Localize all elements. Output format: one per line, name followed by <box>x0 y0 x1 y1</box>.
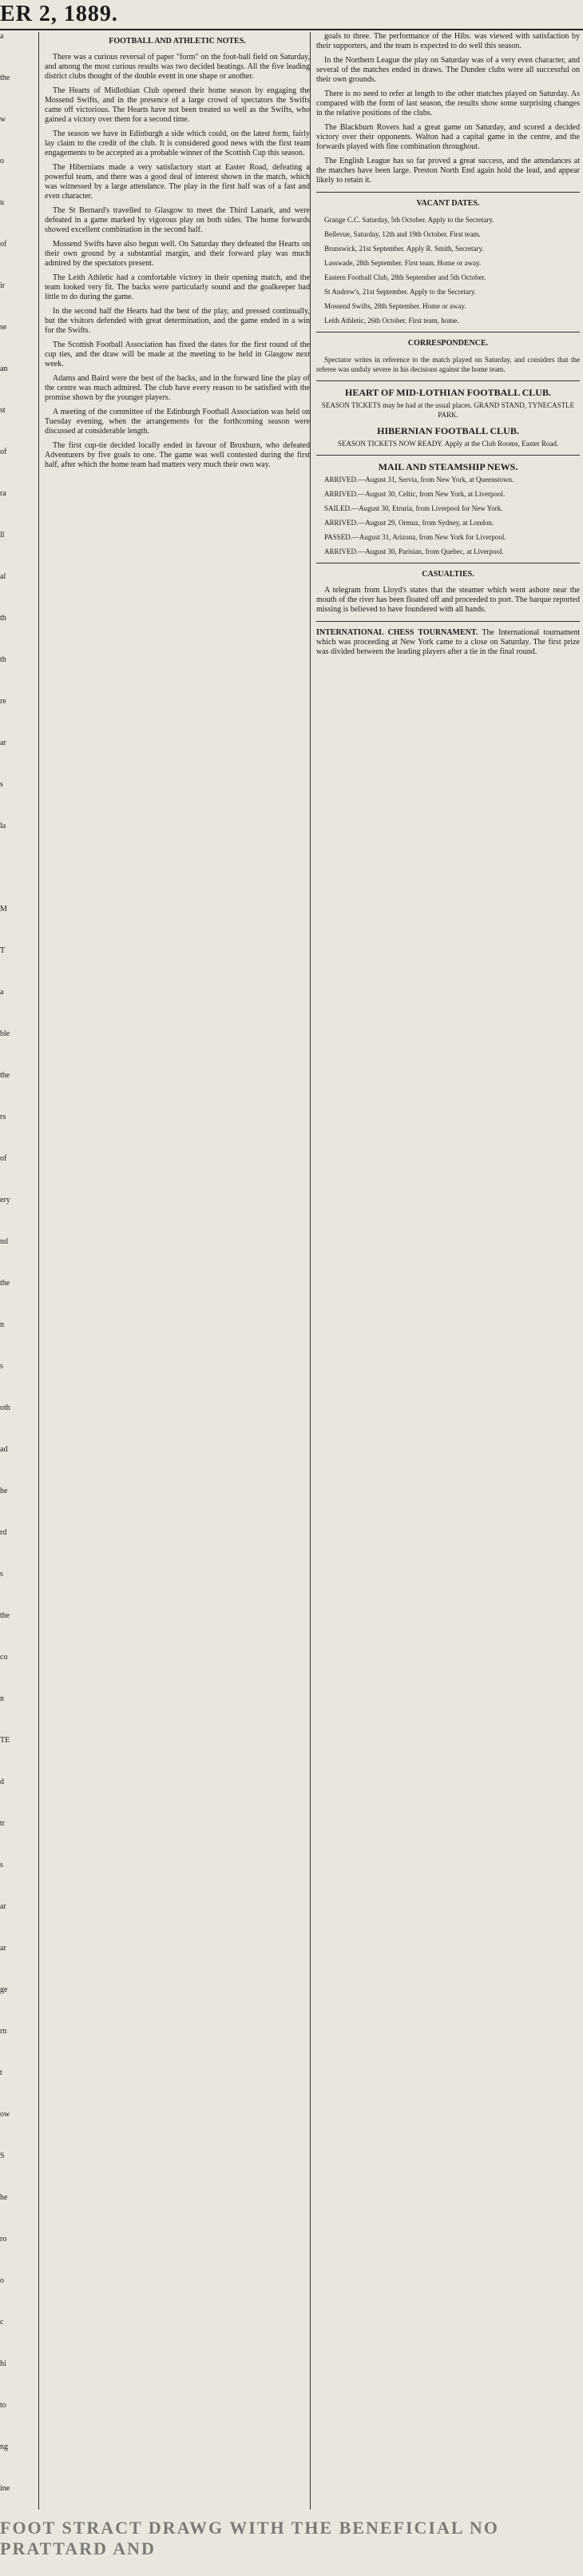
article-paragraph: There was a curious reversal of paper "form" on the foot-ball field on Saturday, and among the most curious results was two decided beatings. All the five leading district clubs thought of the double event in one shape or another. <box>45 53 310 81</box>
fragment-text: of <box>0 1154 7 1163</box>
article-paragraph: Adams and Baird were the best of the backs, and in the forward line the play of the centre was much admired. The club have every reason to be satisfied with the promise shown by the younger players. <box>45 374 310 402</box>
vacant-dates-list <box>316 215 580 325</box>
fragment-text: al <box>0 572 6 581</box>
right-column <box>316 32 580 2510</box>
article-title: FOOTBALL AND ATHLETIC NOTES. <box>109 37 246 46</box>
fragment-text: c <box>0 2318 4 2327</box>
hibernian-ad-text: SEASON TICKETS NOW READY. Apply at the Club Rooms, Easter Road. <box>337 440 559 448</box>
fragment-text: of <box>0 240 7 249</box>
fragment-text: s <box>0 1570 3 1579</box>
fragment-text: TE <box>0 1736 10 1745</box>
fragment-text: he <box>0 1487 8 1495</box>
fragment-text: ar <box>0 1944 6 1953</box>
fragment-text: se <box>0 323 7 332</box>
fragment-text: M <box>0 905 7 914</box>
article-paragraph: Mossend Swifts have also begun well. On Saturday they defeated the Hearts on their own ground by a substantial margin, and their forward play was much admired by the spectators present. <box>45 240 310 268</box>
hearts-ad-text: SEASON TICKETS may be had at the usual places. GRAND STAND, TYNECASTLE PARK. <box>321 401 575 419</box>
fragment-text: the <box>0 1071 10 1080</box>
fragment-text: st <box>0 406 6 415</box>
fragment-text: la <box>0 822 6 830</box>
fragment-text: t <box>0 2068 2 2077</box>
mail-item: PASSED.—August 31, Arizona, from New York for Liverpool. <box>324 533 506 541</box>
vacant-dates-heading: VACANT DATES. <box>416 199 480 208</box>
fragment-text: ery <box>0 1196 10 1204</box>
fragment-text: ar <box>0 1902 6 1911</box>
right-paragraph: The Blackburn Rovers had a great game on Saturday, and scored a decided victory over their opponents. Walton had a capital game in the centre, and the forwards played with fine combination throughout. <box>316 123 580 151</box>
page-date: ER 2, 1889. <box>0 2 118 26</box>
fragment-text: o <box>0 2276 4 2285</box>
right-article-continued <box>316 32 580 185</box>
vacant-date-item: St Andrew's, 21st September. Apply to the Secretary. <box>324 288 477 296</box>
fragment-text: to <box>0 2401 6 2410</box>
fragment-text: d <box>0 1778 4 1786</box>
fragment-text: w <box>0 115 6 124</box>
vacant-date-item: Lasswade, 28th September. First team. Home or away. <box>324 259 482 267</box>
article-paragraph: A meeting of the committee of the Edinburgh Football Association was held on Tuesday evening, when the arrangements for the forthcoming season were discussed at considerable length. <box>45 408 310 436</box>
mail-item: ARRIVED.—August 30, Celtic, from New York, at Liverpool. <box>324 490 506 498</box>
footer-text: FOOT STRACT DRAWG WITH THE BENEFICIAL NO PRATTARD AND <box>0 2518 499 2558</box>
article-paragraph: The Hearts of Midlothian Club opened their home season by engaging the Mossend Swifts, and in the presence of a large crowd of spectators the Swifts came off victorious. The Hearts have not been treated so well as the Swifts, who gained a victory over them for a second time. <box>45 86 310 124</box>
vacant-date-item: Brunswick, 21st September. Apply R. Smith, Secretary. <box>324 245 484 253</box>
fragment-text: ad <box>0 1445 8 1454</box>
fragment-text: tr <box>0 1819 6 1828</box>
fragment-text: the <box>0 1279 10 1288</box>
fragment-text: the <box>0 1611 10 1620</box>
fragment-text: of <box>0 448 7 456</box>
fragment-text: n <box>0 1320 4 1329</box>
fragment-text: ge <box>0 1985 8 1994</box>
vacant-date-item: Mossend Swifts, 28th September. Home or away. <box>324 302 466 310</box>
fragment-text: ow <box>0 2110 10 2119</box>
article-paragraph: The Hibernians made a very satisfactory start at Easter Road, defeating a powerful team, and there was a good deal of interest shown in the match, which was witnessed by a large attendance. The play in the first half was of a fast and even character. <box>45 163 310 201</box>
article-paragraph: The season we have in Edinburgh a side which could, on the latest form, fairly lay claim to the credit of the club. It is considered good news with the first team engagements to be accepted as a probable winner of the Scottish Cup this season. <box>45 129 310 157</box>
fragment-text: the <box>0 74 10 82</box>
article-paragraph: The Leith Athletic had a comfortable victory in their opening match, and the team looked very fit. The backs were particularly sound and the goalkeeper had little to do during the game. <box>45 273 310 301</box>
mail-item: ARRIVED.—August 29, Ormuz, from Sydney, at London. <box>324 519 494 527</box>
correspondence-heading: CORRESPONDENCE. <box>407 339 489 348</box>
casualties-text: A telegram from Lloyd's states that the steamer which went ashore near the mouth of the river has been floated off and proceeded to port. The barque reported missing is believed to have foundered with all hands. <box>316 586 580 614</box>
fragment-text: s <box>0 1861 3 1869</box>
vacant-date-item: Bellevue, Saturday, 12th and 19th October. First team. <box>324 230 481 238</box>
article-body <box>45 53 310 470</box>
correspondence-text: Spectator writes in reference to the match played on Saturday, and considers that the referee was unduly severe in his decisions against the home team. <box>316 356 580 373</box>
football-notes-column <box>45 32 311 2510</box>
vacant-date-item: Grange C.C. Saturday, 5th October. Apply to the Secretary. <box>324 216 494 224</box>
fragment-text: ro <box>0 2235 7 2244</box>
chess-notice <box>316 628 580 657</box>
hibernian-ad-title: HIBERNIAN FOOTBALL CLUB. <box>377 425 519 436</box>
fragment-text: n <box>0 1694 4 1703</box>
fragment-text: rs <box>0 1113 6 1121</box>
right-paragraph: goals to three. The performance of the Hibs. was viewed with satisfaction by their supporters, and the team is expected to do well this season. <box>316 32 580 50</box>
mail-item: SAILED.—August 30, Etruria, from Liverpool for New York. <box>324 504 503 512</box>
left-column-fragments <box>0 32 39 2510</box>
fragment-text: ine <box>0 2484 10 2493</box>
right-paragraph: In the Northern League the play on Saturday was of a very even character, and several of the matches ended in draws. The Dundee clubs were all successful on their own grounds. <box>316 56 580 84</box>
divider <box>316 455 580 456</box>
right-paragraph: There is no need to refer at length to the other matches played on Saturday. As compared with the form of last season, the results show some surprising changes in the relative positions of the clubs. <box>316 90 580 117</box>
fragment-text: o <box>0 157 4 165</box>
fragment-text: an <box>0 364 8 373</box>
fragment-text: th <box>0 614 6 623</box>
fragment-text: hi <box>0 2359 6 2368</box>
fragment-text: ar <box>0 739 6 747</box>
chess-text: The International tournament which was proceeding at New York came to a close on Saturday. The first prize was divided between the leading players after a tie in the final round. <box>316 628 580 656</box>
fragment-text: a <box>0 988 4 997</box>
article-paragraph: The Scottish Football Association has fixed the dates for the first round of the cup ties, and the draw will be made at the meeting to be held in Glasgow next week. <box>45 340 310 368</box>
fragment-text: ir <box>0 281 6 290</box>
fragment-text: ll <box>0 531 5 539</box>
article-paragraph: The St Bernard's travelled to Glasgow to meet the Third Lanark, and were defeated in a game marked by vigorous play on both sides. The home forwards showed excellent combination in the second half. <box>45 206 310 234</box>
vacant-date-item: Eastern Football Club, 28th September and 5th October. <box>324 273 486 281</box>
fragment-text: ng <box>0 2443 8 2451</box>
fragment-text: ra <box>0 489 6 498</box>
fragment-text: oth <box>0 1403 10 1412</box>
fragment-text: re <box>0 697 6 706</box>
fragment-text: rn <box>0 2027 7 2036</box>
fragment-text: T <box>0 946 6 955</box>
hearts-ad-title: HEART OF MID-LOTHIAN FOOTBALL CLUB. <box>345 387 551 398</box>
mail-item: ARRIVED.—August 30, Parisian, from Quebec, at Liverpool. <box>324 547 504 555</box>
right-paragraph: The English League has so far proved a great success, and the attendances at the matches have been large. Preston North End again hold the lead, and appear likely to retain it. <box>316 157 580 185</box>
masthead <box>0 0 583 30</box>
fragment-text: a <box>0 32 4 41</box>
fragment-text <box>0 863 38 905</box>
fragment-text: s <box>0 780 3 789</box>
fragment-text: rd <box>0 1528 7 1537</box>
fragment-text: co <box>0 1653 8 1662</box>
divider <box>316 380 580 381</box>
fragment-text: he <box>0 2193 8 2202</box>
divider <box>316 621 580 622</box>
fragment-text: u <box>0 198 4 207</box>
article-paragraph: In the second half the Hearts had the best of the play, and pressed continually, but the visitors defended with great determination, and the game ended in a win for the Swifts. <box>45 307 310 335</box>
divider <box>316 192 580 193</box>
fragment-text: nd <box>0 1237 8 1246</box>
fragment-text: S <box>0 2152 5 2160</box>
mail-news-list <box>316 475 580 556</box>
fragment-text: ble <box>0 1029 10 1038</box>
mail-item: ARRIVED.—August 31, Servia, from New York, at Queenstown. <box>324 476 514 484</box>
mail-news-heading: MAIL AND STEAMSHIP NEWS. <box>378 461 518 472</box>
fragment-text: s <box>0 1362 3 1371</box>
article-paragraph: The first cup-tie decided locally ended in favour of Broxburn, who defeated Adventurers by five goals to one. The game was well contested during the first half, after which the home team had matters very much their own way. <box>45 441 310 469</box>
casualties-heading: CASUALTIES. <box>422 570 474 579</box>
footer-strip <box>0 2518 583 2574</box>
chess-heading: INTERNATIONAL CHESS TOURNAMENT. <box>316 628 478 637</box>
fragment-text: th <box>0 655 6 664</box>
vacant-date-item: Leith Athletic, 26th October. First team, home. <box>324 317 459 324</box>
